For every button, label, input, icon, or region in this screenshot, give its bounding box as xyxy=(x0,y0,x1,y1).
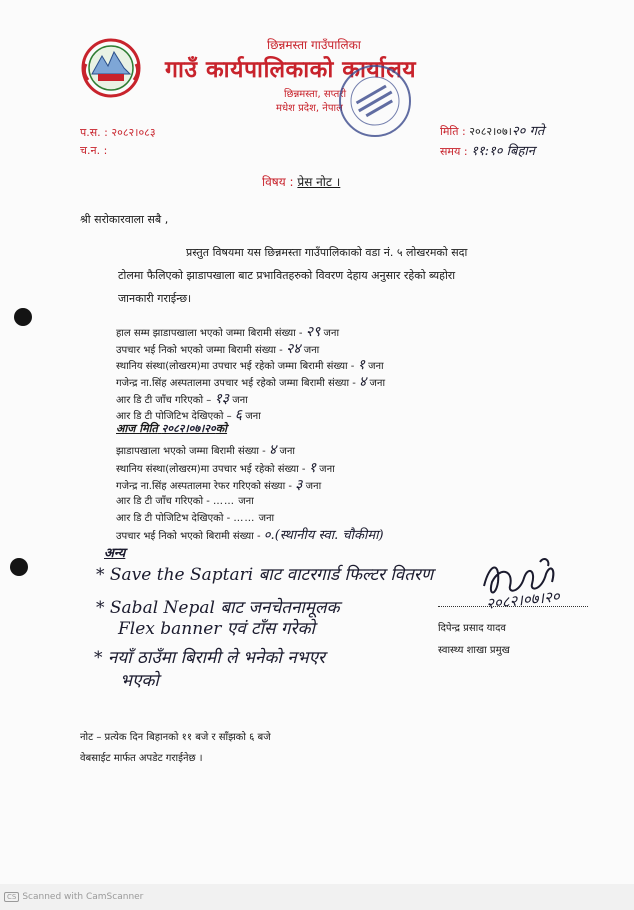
municipality-name: छिन्नमस्ता गाउँपालिका xyxy=(267,38,361,52)
scanner-watermark: CS Scanned with CamScanner xyxy=(4,892,143,902)
stat-row: हाल सम्म झाडापखाला भएको जम्मा बिरामी संख्या - २९ जना xyxy=(116,324,340,340)
stat-row: आर डि टी जाँच गरिएको – १३ जना xyxy=(116,391,248,407)
others-item: भएको xyxy=(120,671,159,691)
today-stat-row: उपचार भई निको भएको बिरामी संख्या - ०.(स्थानीय स्वा. चौकीमा) xyxy=(116,528,384,543)
others-item: * Sabal Nepal बाट जनचेतनामूलक xyxy=(96,598,340,618)
nepal-emblem-icon xyxy=(80,38,142,98)
subject-value: प्रेस नोट । xyxy=(297,175,341,189)
signature-date: २०८२।०७।२० xyxy=(485,587,561,613)
punch-hole xyxy=(10,558,28,576)
office-province: मधेश प्रदेश, नेपाल xyxy=(276,103,343,114)
today-stat-row: आर डि टी जाँच गरिएको - …… जना xyxy=(116,496,254,507)
office-district: छिन्नमस्ता, सप्तरी xyxy=(284,89,347,100)
punch-hole xyxy=(14,308,32,326)
signatory-title: स्वास्थ्य शाखा प्रमुख xyxy=(438,645,510,656)
others-item: * Save the Saptari बाट वाटरगार्ड फिल्टर वितरण xyxy=(96,565,434,585)
date-handwritten: २० गते xyxy=(511,124,545,139)
today-heading: आज मिति २०८२।०७।२०को xyxy=(116,422,228,435)
intro-line-2: टोलमा फैलिएको झाडापखाला बाट प्रभावितहरुको विवरण देहाय अनुसार रहेको ब्यहोरा xyxy=(118,269,456,282)
office-title: गाउँ कार्यपालिकाको कार्यालय xyxy=(165,57,417,83)
date-value: २०८२।०७। xyxy=(469,125,512,138)
others-item: * नयाँ ठाउँमा बिरामी ले भनेको नभएर xyxy=(94,648,325,668)
intro-line-1: प्रस्तुत विषयमा यस छिन्नमस्ता गाउँपालिकाको वडा नं. ५ लोखरमको सदा xyxy=(186,246,468,259)
time-handwritten: ११:१० बिहान xyxy=(471,144,535,159)
stat-row: स्थानिय संस्था(लोखरम)मा उपचार भई रहेको जम्मा बिरामी संख्या - १ जना xyxy=(116,357,384,373)
svg-text:Dipendra: Dipendra xyxy=(470,552,475,553)
today-stat-row: गजेन्द्र ना.सिंह अस्पतालमा रेफर गरिएको संख्या - ३ जना xyxy=(116,477,322,493)
today-stat-row: आर डि टी पोजिटिभ देखिएको - …… जना xyxy=(116,513,275,524)
time-label: समय : xyxy=(440,145,468,158)
signatory-name: दिपेन्द्र प्रसाद यादव xyxy=(438,623,506,634)
date-label: मिति : xyxy=(440,125,466,138)
today-stat-row: स्थानिय संस्था(लोखरम)मा उपचार भई रहेको संख्या - १ जना xyxy=(116,460,335,476)
signature-line xyxy=(438,606,588,607)
ps-label: प.स. : xyxy=(80,126,108,139)
salutation: श्री सरोकारवाला सबै , xyxy=(80,213,169,226)
office-seal-stamp xyxy=(336,62,414,140)
others-item: Flex banner एवं टाँस गरेको xyxy=(118,619,315,639)
note-line-2: वेबसाईट मार्फत अपडेट गराईनेछ । xyxy=(80,753,203,764)
subject-label: विषय : xyxy=(262,175,294,189)
others-heading: अन्य xyxy=(104,546,126,561)
stat-row: गजेन्द्र ना.सिंह अस्पतालमा उपचार भई रहेको जम्मा बिरामी संख्या - ४ जना xyxy=(116,374,386,390)
intro-line-3: जानकारी गराईन्छ। xyxy=(118,292,192,305)
stat-row: उपचार भई निको भएको जम्मा बिरामी संख्या - २४ जना xyxy=(116,341,320,357)
cn-label: च.न. : xyxy=(80,144,108,157)
camscanner-logo-icon: CS xyxy=(4,892,19,902)
stat-row: आर डि टी पोजिटिभ देखिएको – ६ जना xyxy=(116,407,261,423)
ps-value: २०८२।०८३ xyxy=(111,126,156,139)
today-stat-row: झाडापखाला भएको जम्मा बिरामी संख्या - ४ जना xyxy=(116,442,295,458)
note-line-1: नोट – प्रत्येक दिन बिहानको ११ बजे र साँझको ६ बजे xyxy=(80,732,271,743)
